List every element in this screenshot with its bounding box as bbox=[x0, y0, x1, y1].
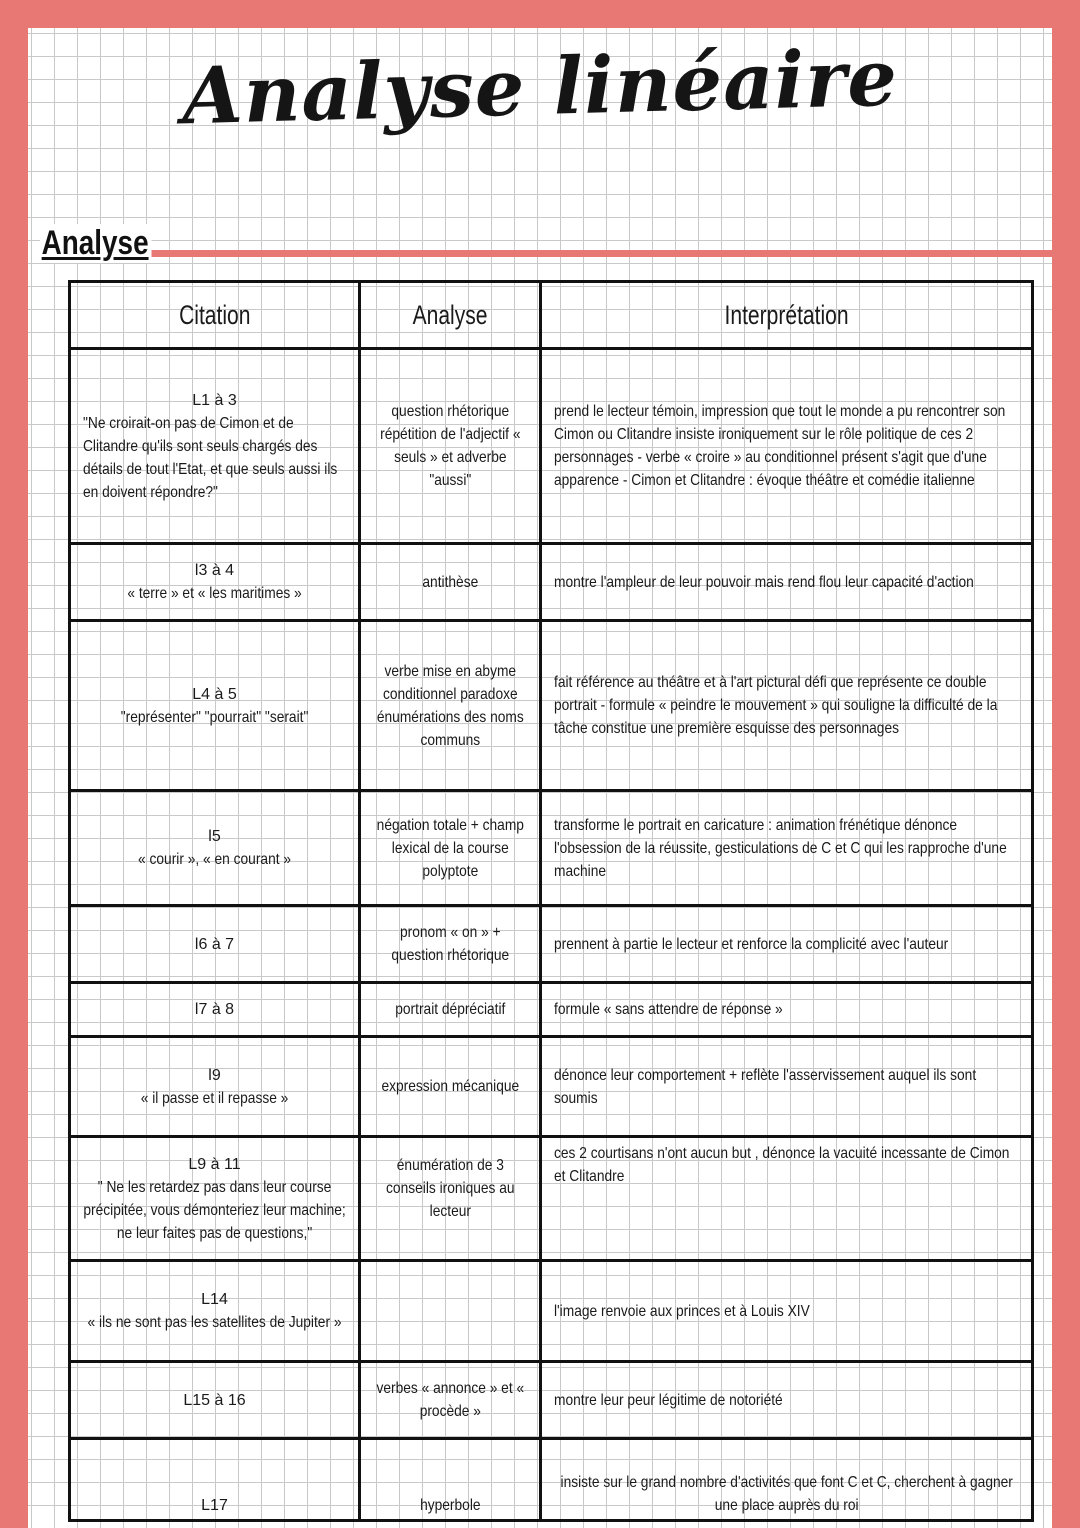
line-ref: l3 à 4 bbox=[194, 562, 235, 579]
section-header bbox=[40, 224, 1052, 268]
line-ref: L14 bbox=[201, 1291, 228, 1308]
interpretation-cell: prend le lecteur témoin, impression que tout le monde a pu rencontrer son Cimon ou Clitandre insiste ironiquement sur le rôle politique de ces 2 personnages - verbe « croire » au conditionnel présent s'agit que d'une apparence - Cimon et Clitandre : évoque théâtre et comédie italienne bbox=[541, 349, 1033, 544]
interpretation-cell: l'image renvoie aux princes et à Louis XIV bbox=[541, 1261, 1033, 1362]
quote-text: « ils ne sont pas les satellites de Jupiter » bbox=[87, 1314, 342, 1331]
table-row bbox=[70, 1137, 1033, 1261]
analyse-cell: expression mécanique bbox=[360, 1037, 541, 1137]
analyse-cell: hyperbole bbox=[360, 1439, 541, 1521]
citation-cell bbox=[70, 1362, 360, 1439]
quote-text: "Ne croirait-on pas de Cimon et de Clitandre qu'ils sont seuls chargés des détails de tout l'Etat, et que seuls aussi ils en doivent répondre?" bbox=[83, 414, 338, 501]
interpretation-cell: montre leur peur légitime de notoriété bbox=[541, 1362, 1033, 1439]
interpretation-cell: fait référence au théâtre et à l'art pictural défi que représente ce double portrait - formule « peindre le mouvement » qui souligne la difficulté de la tâche constitue une première esquisse des personnages bbox=[541, 621, 1033, 791]
quote-text: « il passe et il repasse » bbox=[140, 1089, 289, 1107]
quote-text: " Ne les retardez pas dans leur course précipitée, vous démonteriez leur machine; ne leur faites pas de questions," bbox=[83, 1178, 346, 1242]
interpretation-cell: insiste sur le grand nombre d'activités que font C et C, cherchent à gagner une place auprès du roi bbox=[541, 1439, 1033, 1521]
table-row bbox=[70, 544, 1033, 621]
citation-cell bbox=[70, 1137, 360, 1261]
page-title: Analyse linéaire bbox=[180, 32, 900, 143]
interpretation-cell: montre l'ampleur de leur pouvoir mais rend flou leur capacité d'action bbox=[541, 544, 1033, 621]
line-ref: L17 bbox=[201, 1497, 228, 1514]
header-interpretation: Interprétation bbox=[541, 282, 1033, 349]
interpretation-cell: ces 2 courtisans n'ont aucun but , dénonce la vacuité incessante de Cimon et Clitandre bbox=[541, 1137, 1033, 1261]
quote-text: « terre » et « les maritimes » bbox=[127, 585, 302, 602]
table-row bbox=[70, 906, 1033, 983]
analyse-cell: énumération de 3 conseils ironiques au lecteur bbox=[360, 1137, 541, 1261]
citation-cell bbox=[70, 1439, 360, 1521]
analysis-table bbox=[68, 280, 1034, 1522]
analyse-cell: question rhétorique répétition de l'adjectif « seuls » et adverbe "aussi" bbox=[360, 349, 541, 544]
citation-cell bbox=[70, 1261, 360, 1362]
quote-text: "représenter" "pourrait" "serait" bbox=[120, 708, 309, 726]
line-ref: L15 à 16 bbox=[183, 1391, 246, 1409]
table-row bbox=[70, 983, 1033, 1037]
table-row bbox=[70, 791, 1033, 906]
analyse-cell: portrait dépréciatif bbox=[360, 983, 541, 1037]
section-divider bbox=[144, 250, 1052, 257]
table-row bbox=[70, 1037, 1033, 1137]
analyse-cell bbox=[360, 1261, 541, 1362]
analyse-cell: verbe mise en abyme conditionnel paradoxe énumérations des noms communs bbox=[360, 621, 541, 791]
table-header-row bbox=[70, 282, 1033, 349]
citation-cell bbox=[70, 544, 360, 621]
table-row bbox=[70, 621, 1033, 791]
citation-cell bbox=[70, 791, 360, 906]
citation-cell bbox=[70, 349, 360, 544]
interpretation-cell: formule « sans attendre de réponse » bbox=[541, 983, 1033, 1037]
line-ref: l7 à 8 bbox=[194, 1001, 235, 1018]
line-ref: L9 à 11 bbox=[188, 1155, 241, 1173]
section-title: Analyse bbox=[40, 224, 152, 263]
quote-text: « courir », « en courant » bbox=[138, 851, 292, 868]
interpretation-cell: transforme le portrait en caricature : animation frénétique dénonce l'obsession de la réussite, gesticulations de C et C qui les rapproche d'une machine bbox=[541, 791, 1033, 906]
citation-cell bbox=[70, 906, 360, 983]
table-row bbox=[70, 1362, 1033, 1439]
line-ref: L1 à 3 bbox=[192, 391, 237, 409]
header-citation: Citation bbox=[70, 282, 360, 349]
analyse-cell: antithèse bbox=[360, 544, 541, 621]
analyse-cell: négation totale + champ lexical de la course polyptote bbox=[360, 791, 541, 906]
line-ref: l6 à 7 bbox=[194, 935, 235, 953]
interpretation-cell: prennent à partie le lecteur et renforce la complicité avec l'auteur bbox=[541, 906, 1033, 983]
line-ref: l9 bbox=[208, 1066, 221, 1084]
citation-cell bbox=[70, 1037, 360, 1137]
table-row bbox=[70, 349, 1033, 544]
table-row bbox=[70, 1439, 1033, 1521]
header-analyse: Analyse bbox=[360, 282, 541, 349]
table-row bbox=[70, 1261, 1033, 1362]
line-ref: L4 à 5 bbox=[192, 685, 237, 703]
line-ref: l5 bbox=[208, 828, 221, 845]
analyse-cell: verbes « annonce » et « procède » bbox=[360, 1362, 541, 1439]
citation-cell bbox=[70, 983, 360, 1037]
analyse-cell: pronom « on » + question rhétorique bbox=[360, 906, 541, 983]
citation-cell bbox=[70, 621, 360, 791]
interpretation-cell: dénonce leur comportement + reflète l'asservissement auquel ils sont soumis bbox=[541, 1037, 1033, 1137]
